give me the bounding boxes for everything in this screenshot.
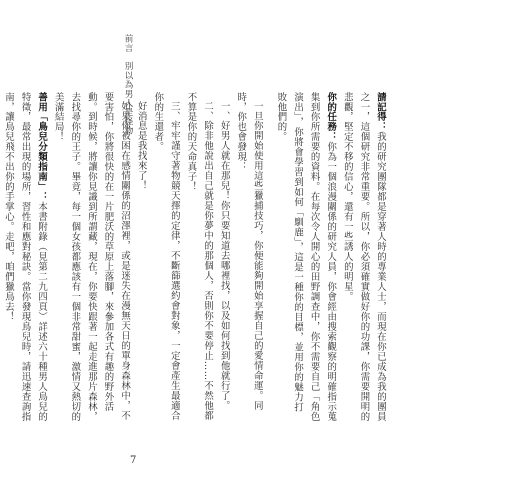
paragraph-lead: 你的任務： [325, 92, 337, 142]
paragraph-text: 如果你被困在感情關係的沼澤裡，或是迷失在漫無天日的單身森林中，不要害怕，你將很快的在一片肥沃的草原上落腳，來參加各式有趣的野外活動。到時候，將讓你見識到所謂藏，現在，你要快跟著一起走進那片森林，去找尋你的王子。畢竟，每一個女孩都應該有一個非常甜蜜，激情又熱切的美滿結局！ [52, 92, 131, 422]
paragraph-lead: 善用「鳥兒分類指南」： [36, 92, 48, 202]
list-item [182, 92, 215, 422]
list-item-text: 一、好男人就在那兒！你只要知道去哪裡找，以及如何找到他就行了。 [218, 101, 230, 412]
paragraph-good-news [132, 92, 149, 422]
paragraph-text: 好消息是我找來了！ [135, 101, 147, 192]
paragraph-text: 一旦你開始使用這些獵捕技巧，你便能夠開始享握自己的愛情命運。同時，你也會發現： [235, 92, 263, 412]
paragraph-text: 我的研究團隊都是穿著人時的專業人士，而現在你已成為我的團員之一，這個研究非常重要。所以，你必須確實做好你的功課，你需要開明的悲觀，堅定不移的信心，還有一些誘人的明星。 [341, 92, 386, 422]
paragraph-text: 本書附錄（見第二九四頁）詳述六十種男人鳥兒的特徵，最常出現的場所，習性和應對秘訣。當你發現鳥兒時，請迅速查詢指南，讓鳥兒飛不出你的手掌心。走吧，咱們獵鳥去！ [2, 92, 48, 422]
page-number: 7 [130, 455, 137, 466]
paragraph-remember [338, 92, 388, 422]
paragraph-lead: 請記得： [375, 92, 386, 132]
list-item-text: 二、除非他說出自己就是你夢中的那個人，否則你不要停止……不然他都不算是你的天命真子！ [185, 92, 214, 422]
list-item [215, 92, 232, 422]
paragraph-mission [272, 92, 338, 422]
paragraph-bird-guide [0, 92, 49, 422]
body-text [2, 92, 388, 422]
list-item-text: 三、牢牢謹守著物競天擇的定律，不斷篩選約會對象，一定會產生最適合你的生還者。 [152, 92, 180, 422]
paragraph-forest [49, 92, 132, 422]
paragraph-discover [232, 92, 265, 422]
list-item [149, 92, 182, 422]
running-head: 前言 別以為男人是怪物 [123, 34, 133, 136]
paragraph-text: 你為一個浪漫關係的研究人員，你會經由搜索觀察的明確指示蒐集到你所需要的資料。在每次令人開心的田野調查中，你不需要自己「角色演出」，你將會學習到如何「馴鹿」，這是一種你的目標，並用你的魅力打敗他們的。 [275, 92, 337, 422]
